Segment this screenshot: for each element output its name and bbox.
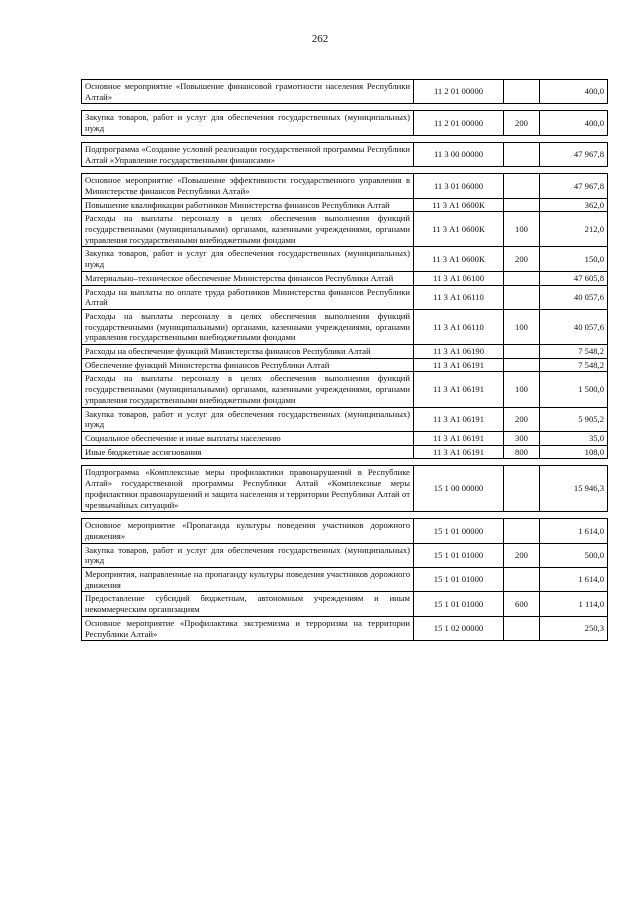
amount-cell: 212,0	[540, 212, 608, 247]
expense-name-cell: Подпрограмма «Создание условий реализации государственной программы Республики Алтай «Управление государственными финансами»	[82, 142, 414, 166]
row-spacer-cell	[82, 512, 608, 519]
budget-table-body	[82, 80, 608, 641]
table-row	[82, 358, 608, 372]
table-row	[82, 616, 608, 640]
amount-cell: 40 057,6	[540, 309, 608, 344]
row-spacer-cell	[82, 167, 608, 174]
amount-cell: 150,0	[540, 247, 608, 271]
expense-name-cell: Повышение квалификации работников Министерства финансов Республики Алтай	[82, 198, 414, 212]
amount-cell: 400,0	[540, 80, 608, 104]
table-row	[82, 247, 608, 271]
table-row	[82, 466, 608, 512]
amount-cell: 47 967,8	[540, 142, 608, 166]
expense-name-cell: Закупка товаров, работ и услуг для обеспечения государственных (муниципальных) нужд	[82, 543, 414, 567]
expense-name-cell: Основное мероприятие «Пропаганда культуры поведения участников дорожного движения»	[82, 519, 414, 543]
table-row	[82, 345, 608, 359]
amount-cell: 108,0	[540, 445, 608, 459]
table-row	[82, 543, 608, 567]
row-spacer	[82, 459, 608, 466]
expense-name-cell: Расходы на выплаты персоналу в целях обеспечения выполнения функций государственными (муниципальными) органами, казенными учреждениями, органами управления государственными внебюджетными фондами	[82, 309, 414, 344]
budget-table	[81, 79, 608, 641]
amount-cell: 362,0	[540, 198, 608, 212]
expense-type-cell	[504, 174, 540, 198]
amount-cell: 35,0	[540, 431, 608, 445]
amount-cell: 40 057,6	[540, 285, 608, 309]
table-row	[82, 407, 608, 431]
expense-name-cell: Закупка товаров, работ и услуг для обеспечения государственных (муниципальных) нужд	[82, 111, 414, 135]
row-spacer-cell	[82, 104, 608, 111]
target-article-code-cell: 15 1 00 00000	[414, 466, 504, 512]
table-row	[82, 271, 608, 285]
expense-type-cell	[504, 345, 540, 359]
expense-type-cell	[504, 198, 540, 212]
target-article-code-cell: 11 3 А1 06110	[414, 285, 504, 309]
expense-type-cell: 800	[504, 445, 540, 459]
row-spacer-cell	[82, 459, 608, 466]
amount-cell: 1 500,0	[540, 372, 608, 407]
table-row	[82, 519, 608, 543]
row-spacer-cell	[82, 135, 608, 142]
expense-type-cell: 200	[504, 111, 540, 135]
target-article-code-cell: 11 3 01 06000	[414, 174, 504, 198]
expense-name-cell: Основное мероприятие «Профилактика экстремизма и терроризма на территории Республики Алтай»	[82, 616, 414, 640]
expense-type-cell: 300	[504, 431, 540, 445]
target-article-code-cell: 11 3 А1 0600К	[414, 198, 504, 212]
amount-cell: 15 946,3	[540, 466, 608, 512]
table-row	[82, 198, 608, 212]
expense-name-cell: Расходы на выплаты персоналу в целях обеспечения выполнения функций государственными (муниципальными) органами, казенными учреждениями, органами управления государственными внебюджетными фондами	[82, 372, 414, 407]
expense-type-cell	[504, 80, 540, 104]
target-article-code-cell: 11 3 А1 06191	[414, 445, 504, 459]
table-row	[82, 592, 608, 616]
expense-name-cell: Мероприятия, направленные на пропаганду культуры поведения участников дорожного движения	[82, 568, 414, 592]
table-row	[82, 111, 608, 135]
target-article-code-cell: 11 3 А1 06191	[414, 372, 504, 407]
expense-type-cell	[504, 285, 540, 309]
expense-name-cell: Иные бюджетные ассигнования	[82, 445, 414, 459]
amount-cell: 7 548,2	[540, 345, 608, 359]
target-article-code-cell: 15 1 01 00000	[414, 519, 504, 543]
table-row	[82, 142, 608, 166]
expense-type-cell: 200	[504, 543, 540, 567]
target-article-code-cell: 15 1 01 01000	[414, 543, 504, 567]
row-spacer	[82, 512, 608, 519]
table-row	[82, 285, 608, 309]
expense-type-cell	[504, 142, 540, 166]
expense-name-cell: Подпрограмма «Комплексные меры профилактики правонарушений в Республике Алтай» государственной программы Республики Алтай «Комплексные меры профилактики правонарушений и защита населения и территории Республики Алтай от чрезвычайных ситуаций»	[82, 466, 414, 512]
row-spacer	[82, 167, 608, 174]
table-row	[82, 174, 608, 198]
target-article-code-cell: 11 3 А1 0600К	[414, 212, 504, 247]
table-row	[82, 309, 608, 344]
amount-cell: 1 614,0	[540, 568, 608, 592]
expense-name-cell: Расходы на обеспечение функций Министерства финансов Республики Алтай	[82, 345, 414, 359]
row-spacer	[82, 104, 608, 111]
target-article-code-cell: 11 2 01 00000	[414, 80, 504, 104]
target-article-code-cell: 11 3 А1 06191	[414, 407, 504, 431]
target-article-code-cell: 15 1 01 01000	[414, 592, 504, 616]
expense-name-cell: Закупка товаров, работ и услуг для обеспечения государственных (муниципальных) нужд	[82, 407, 414, 431]
target-article-code-cell: 15 1 02 00000	[414, 616, 504, 640]
expense-name-cell: Социальное обеспечение и иные выплаты населению	[82, 431, 414, 445]
expense-type-cell	[504, 271, 540, 285]
expense-type-cell	[504, 568, 540, 592]
target-article-code-cell: 11 3 А1 06191	[414, 358, 504, 372]
expense-type-cell: 200	[504, 247, 540, 271]
expense-type-cell: 600	[504, 592, 540, 616]
table-row	[82, 212, 608, 247]
target-article-code-cell: 11 3 А1 06190	[414, 345, 504, 359]
amount-cell: 1 114,0	[540, 592, 608, 616]
amount-cell: 47 967,8	[540, 174, 608, 198]
table-row	[82, 431, 608, 445]
target-article-code-cell: 11 3 А1 0600К	[414, 247, 504, 271]
expense-name-cell: Основное мероприятие «Повышение эффективности государственного управления в Министерстве финансов Республики Алтай»	[82, 174, 414, 198]
expense-type-cell: 100	[504, 212, 540, 247]
expense-name-cell: Материально–техническое обеспечение Министерства финансов Республики Алтай	[82, 271, 414, 285]
target-article-code-cell: 11 3 А1 06100	[414, 271, 504, 285]
expense-type-cell: 200	[504, 407, 540, 431]
amount-cell: 400,0	[540, 111, 608, 135]
expense-type-cell: 100	[504, 372, 540, 407]
target-article-code-cell: 11 3 А1 06110	[414, 309, 504, 344]
page-number: 262	[311, 33, 329, 45]
expense-type-cell	[504, 616, 540, 640]
expense-type-cell	[504, 519, 540, 543]
expense-name-cell: Предоставление субсидий бюджетным, автономным учреждениям и иным некоммерческим организациям	[82, 592, 414, 616]
expense-type-cell: 100	[504, 309, 540, 344]
expense-name-cell: Расходы на выплаты персоналу в целях обеспечения выполнения функций государственными (муниципальными) органами, казенными учреждениями, органами управления государственными внебюджетными фондами	[82, 212, 414, 247]
amount-cell: 5 905,2	[540, 407, 608, 431]
expense-name-cell: Закупка товаров, работ и услуг для обеспечения государственных (муниципальных) нужд	[82, 247, 414, 271]
row-spacer	[82, 135, 608, 142]
table-row	[82, 80, 608, 104]
target-article-code-cell: 15 1 01 01000	[414, 568, 504, 592]
table-row	[82, 568, 608, 592]
expense-name-cell: Основное мероприятие «Повышение финансовой грамотности населения Республики Алтай»	[82, 80, 414, 104]
amount-cell: 47 605,8	[540, 271, 608, 285]
amount-cell: 7 548,2	[540, 358, 608, 372]
expense-type-cell	[504, 466, 540, 512]
target-article-code-cell: 11 3 00 00000	[414, 142, 504, 166]
expense-type-cell	[504, 358, 540, 372]
table-row	[82, 372, 608, 407]
target-article-code-cell: 11 2 01 00000	[414, 111, 504, 135]
amount-cell: 1 614,0	[540, 519, 608, 543]
table-row	[82, 445, 608, 459]
target-article-code-cell: 11 3 А1 06191	[414, 431, 504, 445]
amount-cell: 250,3	[540, 616, 608, 640]
expense-name-cell: Обеспечение функций Министерства финансов Республики Алтай	[82, 358, 414, 372]
amount-cell: 500,0	[540, 543, 608, 567]
expense-name-cell: Расходы на выплаты по оплате труда работников Министерства финансов Республики Алтай	[82, 285, 414, 309]
